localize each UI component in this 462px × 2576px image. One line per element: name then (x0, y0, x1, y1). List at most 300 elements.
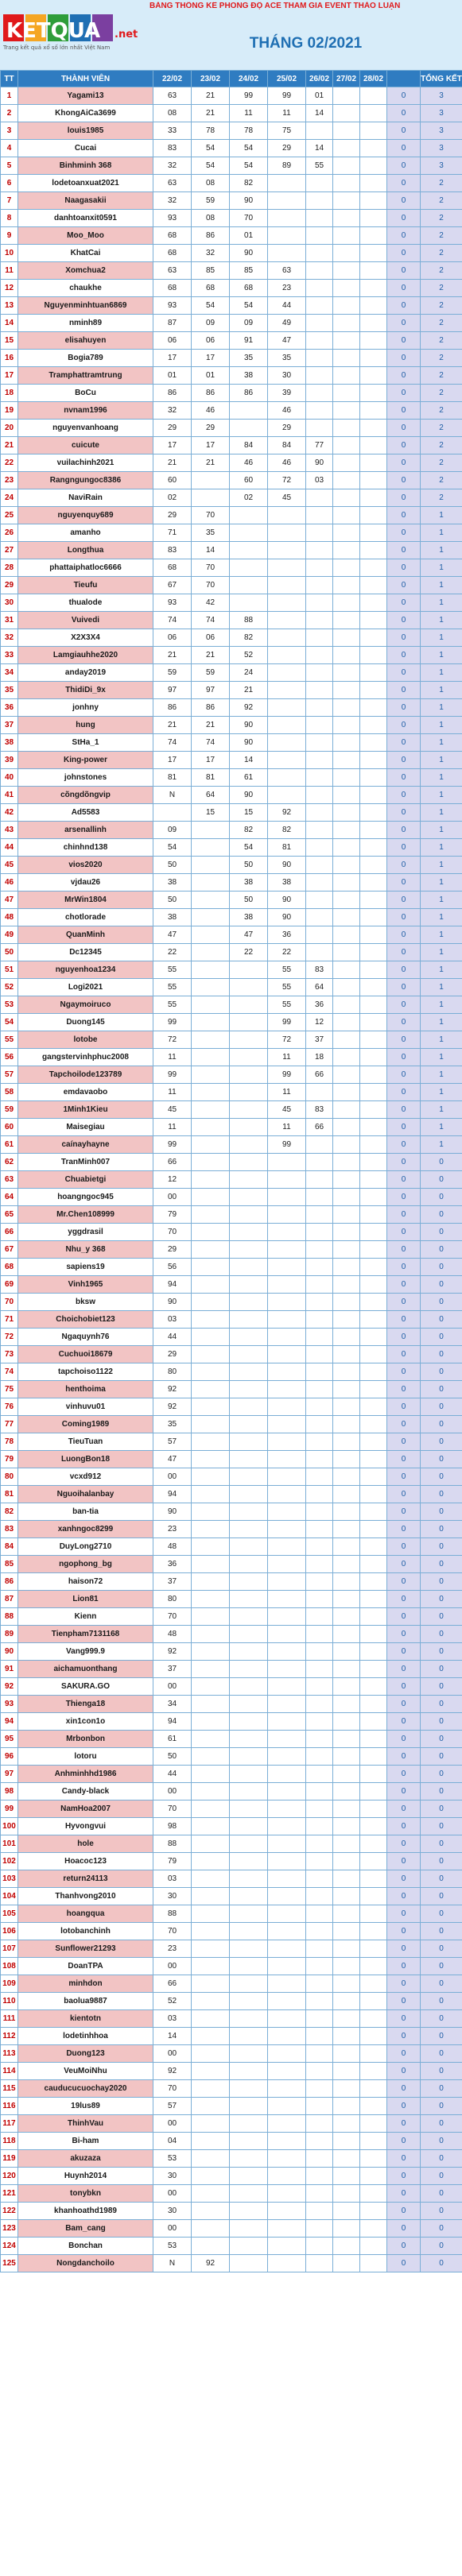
member-name[interactable]: gangstervinhphuc2008 (18, 1049, 153, 1066)
day-value-cell (306, 227, 333, 245)
total-cell: 0 (421, 2238, 462, 2255)
member-name[interactable]: lotoru (18, 1748, 153, 1766)
member-name[interactable]: Bonchan (18, 2238, 153, 2255)
member-name[interactable]: Nhu_y 368 (18, 1241, 153, 1259)
member-name[interactable]: Tieufu (18, 577, 153, 594)
table-row (1, 996, 462, 1014)
member-name[interactable]: ThidiDi_9x (18, 682, 153, 699)
day-value-cell (360, 752, 387, 769)
summary-cell: 0 (387, 682, 421, 699)
member-name[interactable]: Cuchuoi18679 (18, 1346, 153, 1363)
day-value-cell (306, 2045, 333, 2063)
day-value-cell (268, 2098, 306, 2115)
member-name[interactable]: minhdon (18, 1975, 153, 1993)
member-name[interactable]: VeuMoiNhu (18, 2063, 153, 2080)
member-name[interactable]: Tienpham7131168 (18, 1626, 153, 1643)
member-name[interactable]: nguyenvanhoang (18, 420, 153, 437)
member-name[interactable]: caínayhayne (18, 1136, 153, 1154)
summary-cell: 0 (387, 1398, 421, 1416)
member-name[interactable]: hoangqua (18, 1905, 153, 1923)
member-name[interactable]: DuyLong2710 (18, 1538, 153, 1556)
member-name[interactable]: cauducucuochay2020 (18, 2080, 153, 2098)
member-name[interactable]: Chuabietgi (18, 1171, 153, 1189)
summary-cell: 0 (387, 996, 421, 1014)
day-value-cell: 90 (230, 192, 268, 210)
member-name[interactable]: akuzaza (18, 2150, 153, 2168)
member-name[interactable]: Tapchoilode123789 (18, 1066, 153, 1084)
member-name[interactable]: KhatCai (18, 245, 153, 262)
member-name[interactable]: tapchoiso1122 (18, 1363, 153, 1381)
day-value-cell (333, 787, 360, 804)
member-name[interactable]: SAKURA.GO (18, 1678, 153, 1696)
day-value-cell (268, 1556, 306, 1573)
summary-cell: 0 (387, 1014, 421, 1031)
day-value-cell (230, 1311, 268, 1329)
member-name[interactable]: nguyenquy689 (18, 507, 153, 524)
day-value-cell (333, 629, 360, 647)
day-value-cell (268, 2168, 306, 2185)
day-value-cell: 00 (153, 2185, 192, 2203)
member-name[interactable]: Bogia789 (18, 350, 153, 367)
day-value-cell (306, 682, 333, 699)
table-row (1, 1503, 462, 1521)
day-value-cell (333, 1766, 360, 1783)
member-name[interactable]: TranMinh007 (18, 1154, 153, 1171)
day-value-cell (268, 210, 306, 227)
member-name[interactable]: lodetinhhoa (18, 2028, 153, 2045)
member-name[interactable]: amanho (18, 524, 153, 542)
row-number: 31 (1, 612, 18, 629)
page-banner: BẢNG THỐNG KÊ PHONG ĐỘ ACE THAM GIA EVENT THẢO LUẬN (149, 2, 401, 10)
member-name[interactable]: NamHoa2007 (18, 1800, 153, 1818)
day-value-cell: 21 (153, 717, 192, 734)
member-name[interactable]: Xomchua2 (18, 262, 153, 280)
member-name[interactable]: baolua9887 (18, 1993, 153, 2010)
day-value-cell: 93 (153, 594, 192, 612)
member-name[interactable]: 19lus89 (18, 2098, 153, 2115)
summary-cell: 0 (387, 367, 421, 385)
row-number: 22 (1, 454, 18, 472)
member-name[interactable]: Maisegiau (18, 1119, 153, 1136)
member-name[interactable]: lodetoanxuat2021 (18, 175, 153, 192)
col-summary-a (387, 71, 421, 87)
row-number: 99 (1, 1800, 18, 1818)
total-cell: 1 (421, 874, 462, 892)
member-name[interactable]: ban-tia (18, 1503, 153, 1521)
member-name[interactable]: johnstones (18, 769, 153, 787)
day-value-cell (192, 1206, 230, 1224)
member-name[interactable]: Nguoihalanbay (18, 1486, 153, 1503)
member-name[interactable]: haison72 (18, 1573, 153, 1591)
member-name[interactable]: return24113 (18, 1870, 153, 1888)
member-name[interactable]: NaviRain (18, 489, 153, 507)
member-name[interactable]: aichamuonthang (18, 1661, 153, 1678)
member-name[interactable]: Bam_cang (18, 2220, 153, 2238)
day-value-cell (360, 1940, 387, 1958)
day-value-cell: 99 (153, 1014, 192, 1031)
member-name[interactable]: kientotn (18, 2010, 153, 2028)
day-value-cell (192, 839, 230, 857)
member-name[interactable]: arsenallinh (18, 822, 153, 839)
day-value-cell: 68 (153, 245, 192, 262)
day-value-cell (360, 1031, 387, 1049)
day-value-cell (360, 1311, 387, 1329)
col-day-28: 28/02 (360, 71, 387, 87)
member-name[interactable]: 1Minh1Kieu (18, 1101, 153, 1119)
day-value-cell: 22 (268, 944, 306, 961)
day-value-cell (306, 1276, 333, 1294)
member-name[interactable]: ThinhVau (18, 2115, 153, 2133)
row-number: 35 (1, 682, 18, 699)
day-value-cell: 71 (153, 524, 192, 542)
member-name[interactable]: Longthua (18, 542, 153, 559)
row-number: 39 (1, 752, 18, 769)
total-cell: 0 (421, 1259, 462, 1276)
member-name[interactable]: emdavaobo (18, 1084, 153, 1101)
day-value-cell: 82 (230, 629, 268, 647)
day-value-cell (333, 2185, 360, 2203)
day-value-cell (360, 1468, 387, 1486)
total-cell: 0 (421, 1451, 462, 1468)
table-row (1, 682, 462, 699)
row-number: 122 (1, 2203, 18, 2220)
day-value-cell: 55 (268, 996, 306, 1014)
member-name[interactable]: Tramphattramtrung (18, 367, 153, 385)
day-value-cell: 35 (153, 1416, 192, 1433)
day-value-cell (306, 1381, 333, 1398)
day-value-cell: 29 (268, 140, 306, 157)
day-value-cell (268, 699, 306, 717)
row-number: 6 (1, 175, 18, 192)
row-number: 52 (1, 979, 18, 996)
day-value-cell: 17 (153, 752, 192, 769)
summary-cell: 0 (387, 1066, 421, 1084)
day-value-cell (333, 1905, 360, 1923)
member-name[interactable]: Anhminhhd1986 (18, 1766, 153, 1783)
day-value-cell (268, 2133, 306, 2150)
day-value-cell (306, 1206, 333, 1224)
day-value-cell: 54 (192, 140, 230, 157)
day-value-cell: 47 (153, 1451, 192, 1468)
member-name[interactable]: thualode (18, 594, 153, 612)
member-name[interactable]: Ngaquynh76 (18, 1329, 153, 1346)
day-value-cell (360, 717, 387, 734)
member-name[interactable]: vinhuvu01 (18, 1398, 153, 1416)
member-name[interactable]: hoangngoc945 (18, 1189, 153, 1206)
member-name[interactable]: LuongBon18 (18, 1451, 153, 1468)
member-name[interactable]: chaukhe (18, 280, 153, 297)
member-name[interactable]: chinhnd138 (18, 839, 153, 857)
member-name[interactable]: Vang999.9 (18, 1643, 153, 1661)
day-value-cell (306, 1783, 333, 1800)
day-value-cell: 94 (153, 1486, 192, 1503)
table-row (1, 1521, 462, 1538)
day-value-cell (268, 1870, 306, 1888)
member-name[interactable]: DoanTPA (18, 1958, 153, 1975)
day-value-cell (230, 2010, 268, 2028)
total-cell: 2 (421, 402, 462, 420)
member-name[interactable]: Lamgiauhhe2020 (18, 647, 153, 664)
day-value-cell (230, 420, 268, 437)
day-value-cell (333, 839, 360, 857)
member-name[interactable]: vcxd912 (18, 1468, 153, 1486)
summary-cell: 0 (387, 2063, 421, 2080)
day-value-cell (333, 559, 360, 577)
row-number: 33 (1, 647, 18, 664)
member-name[interactable]: anday2019 (18, 664, 153, 682)
day-value-cell (333, 752, 360, 769)
member-name[interactable]: Rangngungoc8386 (18, 472, 153, 489)
summary-cell: 0 (387, 1678, 421, 1696)
day-value-cell: 17 (192, 437, 230, 454)
member-name[interactable]: Logi2021 (18, 979, 153, 996)
total-cell: 1 (421, 961, 462, 979)
summary-cell: 0 (387, 350, 421, 367)
member-name[interactable]: Nongdanchoilo (18, 2255, 153, 2272)
total-cell: 0 (421, 1940, 462, 1958)
total-cell: 1 (421, 752, 462, 769)
day-value-cell (268, 1329, 306, 1346)
row-number: 114 (1, 2063, 18, 2080)
logo-letters: KETQUA (6, 19, 101, 43)
member-name[interactable]: Mr.Chen108999 (18, 1206, 153, 1224)
member-name[interactable]: louis1985 (18, 122, 153, 140)
day-value-cell: 14 (306, 140, 333, 157)
row-number: 5 (1, 157, 18, 175)
day-value-cell (306, 2115, 333, 2133)
summary-cell: 0 (387, 262, 421, 280)
table-row (1, 1189, 462, 1206)
member-name[interactable]: nguyenhoa1234 (18, 961, 153, 979)
row-number: 121 (1, 2185, 18, 2203)
member-name[interactable]: vuilachinh2021 (18, 454, 153, 472)
table-row (1, 1748, 462, 1766)
member-name[interactable]: Coming1989 (18, 1416, 153, 1433)
table-row (1, 1888, 462, 1905)
day-value-cell: 92 (268, 804, 306, 822)
table-row (1, 350, 462, 367)
day-value-cell (306, 1678, 333, 1696)
summary-cell: 0 (387, 1031, 421, 1049)
member-name[interactable]: Lion81 (18, 1591, 153, 1608)
table-row (1, 1591, 462, 1608)
table-row (1, 699, 462, 717)
member-name[interactable]: ngophong_bg (18, 1556, 153, 1573)
day-value-cell (306, 1905, 333, 1923)
member-name[interactable]: Nguyenminhtuan6869 (18, 297, 153, 315)
member-name[interactable]: bksw (18, 1294, 153, 1311)
day-value-cell (192, 1486, 230, 1503)
day-value-cell (230, 1294, 268, 1311)
day-value-cell (268, 2080, 306, 2098)
day-value-cell (360, 594, 387, 612)
day-value-cell: 79 (153, 1853, 192, 1870)
member-name[interactable]: Huynh2014 (18, 2168, 153, 2185)
day-value-cell (230, 507, 268, 524)
member-name[interactable]: Yagami13 (18, 87, 153, 105)
member-name[interactable]: Sunflower21293 (18, 1940, 153, 1958)
day-value-cell (360, 332, 387, 350)
day-value-cell (360, 367, 387, 385)
member-name[interactable]: Vinh1965 (18, 1276, 153, 1294)
member-name[interactable]: danhtoanxit0591 (18, 210, 153, 227)
day-value-cell (333, 454, 360, 472)
day-value-cell (192, 489, 230, 507)
day-value-cell (192, 1049, 230, 1066)
table-row (1, 1626, 462, 1643)
day-value-cell (333, 1538, 360, 1556)
day-value-cell (192, 1748, 230, 1766)
member-name[interactable]: KhongAiCa3699 (18, 105, 153, 122)
day-value-cell: 92 (192, 2255, 230, 2272)
day-value-cell: 68 (192, 280, 230, 297)
member-name[interactable]: Vuivedi (18, 612, 153, 629)
member-name[interactable]: Thienga18 (18, 1696, 153, 1713)
day-value-cell (192, 2185, 230, 2203)
summary-cell: 0 (387, 332, 421, 350)
row-number: 14 (1, 315, 18, 332)
row-number: 19 (1, 402, 18, 420)
day-value-cell (230, 1608, 268, 1626)
row-number: 40 (1, 769, 18, 787)
member-name[interactable]: yggdrasil (18, 1224, 153, 1241)
day-value-cell (268, 1835, 306, 1853)
member-name[interactable]: hole (18, 1835, 153, 1853)
day-value-cell (306, 874, 333, 892)
day-value-cell (333, 2115, 360, 2133)
member-name[interactable]: Choichobiet123 (18, 1311, 153, 1329)
summary-cell: 0 (387, 1294, 421, 1311)
summary-cell: 0 (387, 979, 421, 996)
day-value-cell (230, 1206, 268, 1224)
day-value-cell: 54 (230, 839, 268, 857)
member-name[interactable]: cõngdõngvip (18, 787, 153, 804)
day-value-cell: 38 (268, 874, 306, 892)
day-value-cell: 82 (268, 822, 306, 839)
member-name[interactable]: TieuTuan (18, 1433, 153, 1451)
member-name[interactable]: Candy-black (18, 1783, 153, 1800)
member-name[interactable]: X2X3X4 (18, 629, 153, 647)
day-value-cell (360, 1101, 387, 1119)
day-value-cell (268, 1189, 306, 1206)
member-name[interactable]: Duong145 (18, 1014, 153, 1031)
table-row (1, 1154, 462, 1171)
day-value-cell: 46 (192, 402, 230, 420)
day-value-cell: 70 (153, 1800, 192, 1818)
member-name[interactable]: tonybkn (18, 2185, 153, 2203)
member-name[interactable]: lotobanchinh (18, 1923, 153, 1940)
day-value-cell (306, 420, 333, 437)
member-name[interactable]: nvnam1996 (18, 402, 153, 420)
table-row (1, 961, 462, 979)
day-value-cell (360, 787, 387, 804)
member-name[interactable]: Naagasakii (18, 192, 153, 210)
member-name[interactable]: Bi-ham (18, 2133, 153, 2150)
day-value-cell (360, 507, 387, 524)
total-cell: 1 (421, 612, 462, 629)
table-row (1, 2063, 462, 2080)
member-name[interactable]: Thanhvong2010 (18, 1888, 153, 1905)
member-name[interactable]: henthoima (18, 1381, 153, 1398)
member-name[interactable]: King-power (18, 752, 153, 769)
day-value-cell: 33 (153, 122, 192, 140)
member-name[interactable]: QuanMinh (18, 926, 153, 944)
member-name[interactable]: BoCu (18, 385, 153, 402)
table-row (1, 367, 462, 385)
member-name[interactable]: lotobe (18, 1031, 153, 1049)
day-value-cell: 11 (268, 105, 306, 122)
member-name[interactable]: hung (18, 717, 153, 734)
member-name[interactable]: MrWin1804 (18, 892, 153, 909)
day-value-cell (306, 822, 333, 839)
member-name[interactable]: Ad5583 (18, 804, 153, 822)
member-name[interactable]: Cucai (18, 140, 153, 157)
total-cell: 2 (421, 332, 462, 350)
member-name[interactable]: sapiens19 (18, 1259, 153, 1276)
total-cell: 0 (421, 1958, 462, 1975)
member-name[interactable]: xanhngoc8299 (18, 1521, 153, 1538)
day-value-cell (230, 1731, 268, 1748)
row-number: 11 (1, 262, 18, 280)
day-value-cell (306, 1329, 333, 1346)
day-value-cell (268, 1363, 306, 1381)
member-name[interactable]: elisahuyen (18, 332, 153, 350)
total-cell: 2 (421, 262, 462, 280)
member-name[interactable]: xin1con1o (18, 1713, 153, 1731)
day-value-cell (192, 1870, 230, 1888)
member-name[interactable]: StHa_1 (18, 734, 153, 752)
member-name[interactable]: chotlorade (18, 909, 153, 926)
day-value-cell (192, 1766, 230, 1783)
member-name[interactable]: Kienn (18, 1608, 153, 1626)
day-value-cell (230, 1818, 268, 1835)
member-name[interactable]: vios2020 (18, 857, 153, 874)
day-value-cell (192, 822, 230, 839)
table-row (1, 1940, 462, 1958)
member-name[interactable]: nminh89 (18, 315, 153, 332)
day-value-cell: 55 (153, 996, 192, 1014)
day-value-cell: 70 (153, 1224, 192, 1241)
day-value-cell (192, 1433, 230, 1451)
table-row (1, 787, 462, 804)
member-name[interactable]: phattaiphatloc6666 (18, 559, 153, 577)
day-value-cell: 54 (192, 157, 230, 175)
day-value-cell (306, 559, 333, 577)
summary-cell: 0 (387, 210, 421, 227)
member-name[interactable]: cuicute (18, 437, 153, 454)
day-value-cell (192, 1975, 230, 1993)
day-value-cell: 54 (153, 839, 192, 857)
day-value-cell (360, 1713, 387, 1731)
day-value-cell: 57 (153, 1433, 192, 1451)
member-name[interactable]: vjdau26 (18, 874, 153, 892)
member-name[interactable]: Hyvongvui (18, 1818, 153, 1835)
member-name[interactable]: Mrbonbon (18, 1731, 153, 1748)
member-name[interactable]: Duong123 (18, 2045, 153, 2063)
day-value-cell (360, 2098, 387, 2115)
member-name[interactable]: khanhoathd1989 (18, 2203, 153, 2220)
member-name[interactable]: jonhny (18, 699, 153, 717)
member-name[interactable]: Hoacoc123 (18, 1853, 153, 1870)
member-name[interactable]: Moo_Moo (18, 227, 153, 245)
member-name[interactable]: Binhminh 368 (18, 157, 153, 175)
day-value-cell (306, 1643, 333, 1661)
day-value-cell (268, 1748, 306, 1766)
day-value-cell (333, 524, 360, 542)
member-name[interactable]: Ngaymoiruco (18, 996, 153, 1014)
row-number: 46 (1, 874, 18, 892)
member-name[interactable]: Dc12345 (18, 944, 153, 961)
